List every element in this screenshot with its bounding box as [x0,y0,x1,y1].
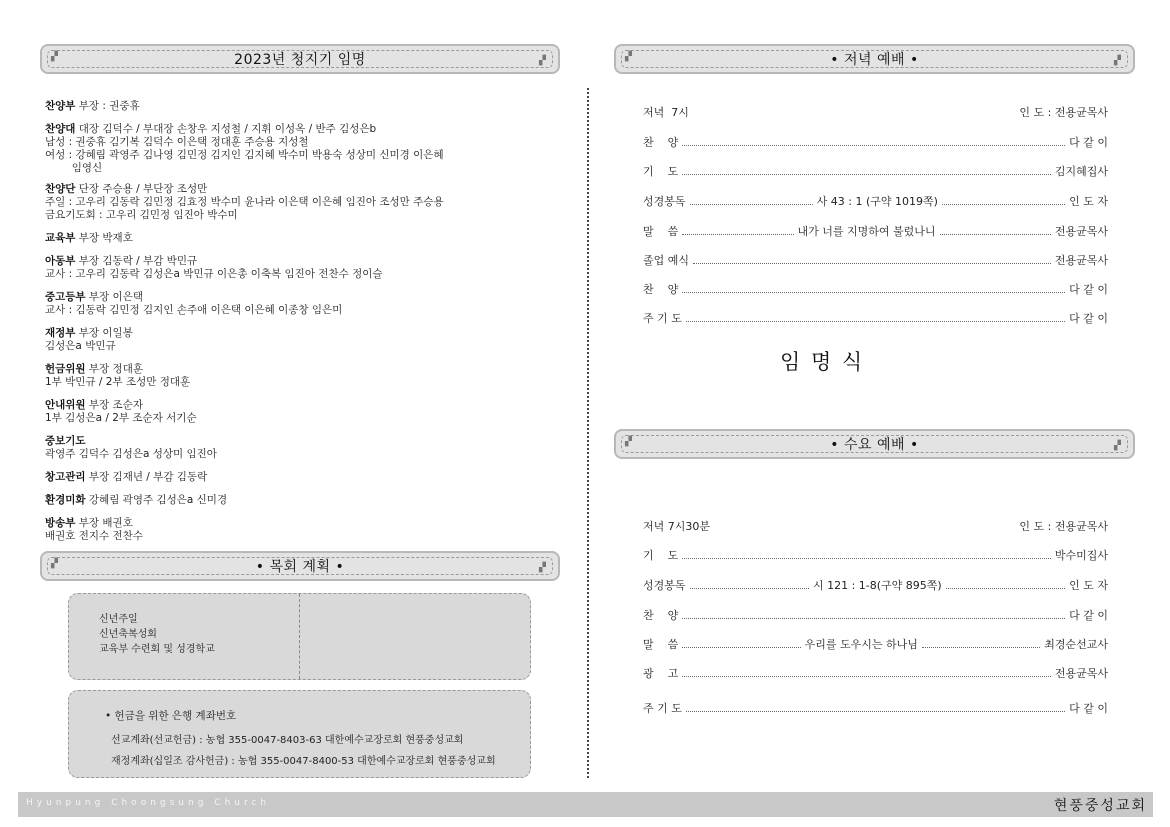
row-label: 말 씀 [643,225,679,238]
wednesday-worship-title: • 수요 예배 • [830,437,919,453]
row-person: 최경순선교사 [1044,638,1108,651]
row-person: 전용균목사 [1054,225,1108,238]
section-line: 부장 조순자 [88,399,143,411]
ceremony-title: 임 명 식 [780,350,865,374]
evening-row [643,134,1108,150]
appointment-title: 2023년 청지기 임명 [234,52,366,68]
section-head: 아동부 [45,255,76,267]
section-choir-dept [45,100,565,113]
section-line: 부장 : 권중휴 [78,100,140,112]
section-education [45,232,565,245]
row-label: 찬 양 [643,283,679,296]
section-line: 교사 : 김동락 김민정 김지인 손주애 이은택 이은혜 이종창 임은미 [45,304,343,316]
finance-account: 재정계좌(십일조 감사헌금) : 농협 355-0047-8400-53 대한예수교장로회 현풍중성교회 [111,756,496,767]
row-label: 광 고 [643,667,679,680]
row-person: 다 같 이 [1069,136,1108,149]
section-line: 대장 김덕수 / 부대장 손창우 지성철 / 지휘 이성옥 / 반주 김성은b [78,123,377,135]
section-head: 환경미화 [45,494,86,506]
evening-row [643,310,1108,326]
section-head: 중고등부 [45,291,86,303]
wednesday-row [643,636,1108,652]
row-person: 인 도 자 [1069,195,1108,208]
wednesday-header [643,518,1108,534]
evening-row [643,193,1108,209]
corner-ornament-icon: ▞ [539,56,546,66]
section-head: 찬양부 [45,100,76,112]
column-divider [587,88,589,778]
corner-ornament-icon: ▞ [539,563,546,573]
section-line: 단장 주승용 / 부단장 조성만 [78,183,208,195]
section-offering [45,363,565,389]
section-line: 1부 박민규 / 2부 조성만 정대훈 [45,376,191,388]
row-label: 기 도 [643,165,679,178]
section-line: 금요기도회 : 고우리 김민정 임진아 박수미 [45,209,238,221]
section-line: 부장 정대훈 [88,363,143,375]
section-line: 1부 김성은a / 2부 조순자 서기순 [45,412,197,424]
plan-item: 신년축복성회 [99,629,157,640]
row-content: 사 43 : 1 (구약 1019쪽) [816,195,938,208]
mission-account: 선교계좌(선교헌금) : 농협 355-0047-8403-63 대한예수교장로회 현풍중성교회 [111,735,464,746]
section-line: 부장 이일봉 [78,327,133,339]
row-label: 성경봉독 [643,195,686,208]
section-usher [45,399,565,425]
section-intercession [45,435,565,461]
row-person: 다 같 이 [1069,609,1108,622]
section-praise-team [45,183,565,222]
section-line: 강혜림 곽영주 김성은a 신미경 [88,494,228,506]
section-environment [45,494,565,507]
row-person: 다 같 이 [1069,283,1108,296]
bank-title: • 헌금을 위한 은행 계좌번호 [105,710,237,722]
row-label: 성경봉독 [643,579,686,592]
row-label: 찬 양 [643,609,679,622]
row-label: 말 씀 [643,638,679,651]
section-line: 부장 박재호 [78,232,133,244]
row-person: 김지혜집사 [1054,165,1108,178]
section-head: 재정부 [45,327,76,339]
row-person: 박수미집사 [1054,549,1108,562]
row-person: 다 같 이 [1069,312,1108,325]
pastoral-plan-title: • 목회 계획 • [255,559,345,575]
wednesday-row [643,577,1108,593]
evening-row [643,163,1108,179]
row-person: 다 같 이 [1069,702,1108,715]
wednesday-row [643,607,1108,623]
row-content: 시 121 : 1-8(구약 895쪽) [812,579,942,592]
corner-ornament-icon: ▞ [1114,441,1121,451]
footer-english-name: Hyunpung Choongsung Church [26,798,271,808]
section-line: 교사 : 고우리 김동락 김성은a 박민규 이은총 이축복 임진아 전찬수 정이슬 [45,268,383,280]
bank-account-box [68,690,531,778]
section-head: 중보기도 [45,435,86,447]
row-label: 주 기 도 [643,312,682,325]
section-line: 부장 김동락 / 부감 박민규 [78,255,198,267]
row-person: 전용균목사 [1054,667,1108,680]
section-head: 찬양대 [45,123,76,135]
footer-church-logo: 현풍중성교회 [1053,798,1147,814]
row-content: 우리를 도우시는 하나님 [804,638,918,651]
pastoral-plan-banner [40,551,560,581]
wednesday-leader: 인 도 : 전용균목사 [1019,520,1108,533]
section-line: 여성 : 강혜림 곽영주 김나영 김민정 김지인 김지혜 박수미 박용숙 성상미 신미경 이은혜 [45,149,444,161]
corner-ornament-icon: ▞ [1114,56,1121,66]
corner-ornament-icon: ▞ [625,52,632,62]
section-line: 주일 : 고우리 김동락 김민정 김효정 박수미 윤나라 이은택 이은혜 임진아 조성만 주승용 [45,196,444,208]
section-finance [45,327,565,353]
section-line: 남성 : 권중휴 김기복 김덕수 이은택 정대훈 주승용 지성철 [45,136,309,148]
plan-box-divider [299,594,300,679]
row-person: 전용균목사 [1054,254,1108,267]
footer-bar [18,792,1153,817]
evening-worship-banner [614,44,1135,74]
section-choir [45,123,565,175]
appointment-list [45,100,565,553]
section-broadcast [45,517,565,543]
section-youth [45,291,565,317]
section-line: 부장 김재년 / 부감 김동락 [88,471,208,483]
section-line: 곽영주 김덕수 김성은a 성상미 임진아 [45,448,217,460]
evening-leader: 인 도 : 전용균목사 [1019,106,1108,119]
wednesday-row [643,665,1108,681]
pastoral-plan-box [68,593,531,680]
evening-row [643,252,1108,268]
section-storage [45,471,565,484]
row-person: 인 도 자 [1069,579,1109,592]
section-head: 헌금위원 [45,363,86,375]
section-head: 교육부 [45,232,76,244]
evening-header [643,104,1108,120]
section-line: 부장 배권호 [78,517,133,529]
corner-ornament-icon: ▞ [51,559,58,569]
section-head: 방송부 [45,517,76,529]
section-head: 찬양단 [45,183,76,195]
row-label: 주 기 도 [643,702,682,715]
wednesday-row [643,547,1108,563]
row-label: 졸업 예식 [643,254,690,267]
section-line: 임영신 [45,162,103,174]
evening-time: 저녁 7시 [643,106,689,119]
plan-item: 신년주일 [99,614,138,625]
plan-item: 교육부 수련회 및 성경학교 [99,644,215,655]
section-line: 배권호 전지수 전찬수 [45,530,143,542]
section-head: 창고관리 [45,471,86,483]
evening-worship-title: • 저녁 예배 • [830,52,919,68]
corner-ornament-icon: ▞ [51,52,58,62]
corner-ornament-icon: ▞ [625,437,632,447]
section-line: 부장 이은택 [88,291,143,303]
row-content: 내가 너를 지명하여 불렀나니 [797,225,936,238]
wednesday-row [643,700,1108,716]
evening-row [643,223,1108,239]
plan-list [99,612,215,657]
appointment-title-banner [40,44,560,74]
section-head: 안내위원 [45,399,86,411]
row-label: 기 도 [643,549,679,562]
section-line: 김성은a 박민규 [45,340,116,352]
row-label: 찬 양 [643,136,679,149]
section-children [45,255,565,281]
evening-row [643,281,1108,297]
wednesday-time: 저녁 7시30분 [643,520,710,533]
wednesday-worship-banner [614,429,1135,459]
